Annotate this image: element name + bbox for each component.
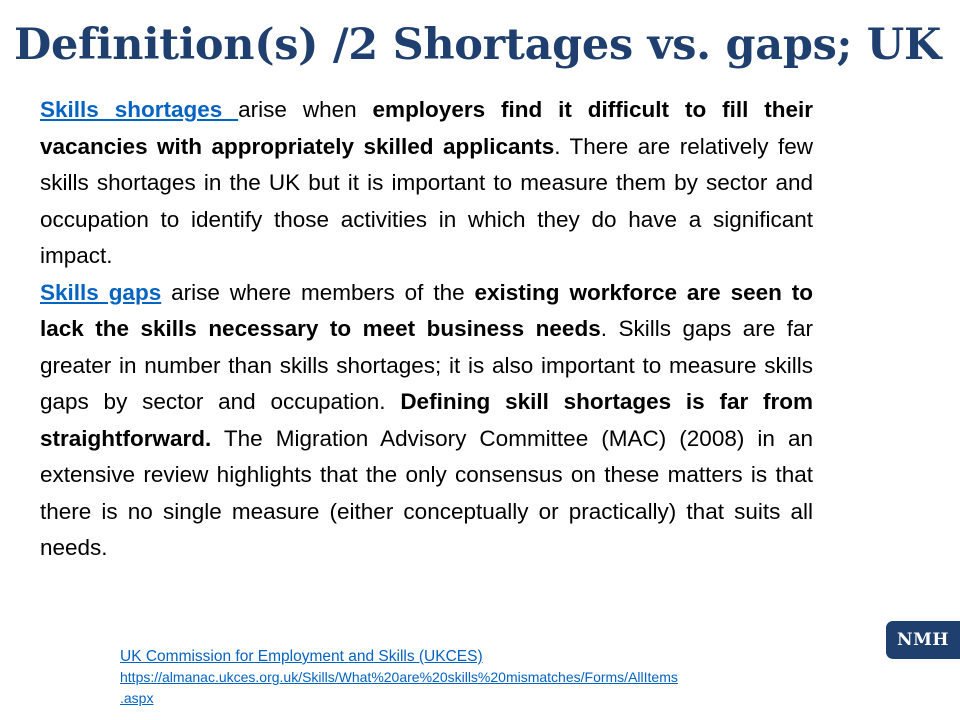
ukces-url-line1: https://almanac.ukces.org.uk/Skills/What%20are%20skills%20mismatches/Forms/AllItems	[120, 669, 678, 685]
paragraph-skills-shortages	[40, 92, 813, 275]
para2-bold-1: existing workforce are seen to lack the skills necessary to meet business needs	[40, 279, 813, 341]
skills-shortages-link[interactable]: Skills shortages	[40, 97, 239, 122]
paragraph-skills-gaps	[40, 275, 813, 567]
para2-bold-2: Defining skill shortages is far from straightforward.	[40, 389, 813, 451]
nmh-logo: NMH	[886, 621, 960, 659]
para2-text-1: arise where members of the	[161, 279, 475, 305]
para2-text-3: The Migration Advisory Committee (MAC) (2008) in an extensive review highlights that the only consensus on these matters is that there is no single measure (either conceptually or practically) that suits all needs.	[40, 425, 813, 560]
body-text	[40, 92, 813, 567]
para1-text-1: arise when	[238, 97, 373, 122]
ukces-url-line2: .aspx	[120, 690, 154, 706]
ukces-link[interactable]: UK Commission for Employment and Skills (UKCES)	[120, 648, 483, 665]
para1-bold-1: employers find it difficult to fill their vacancies with appropriately skilled applicants	[40, 97, 814, 159]
para1-text-2: . There are relatively few skills shortages in the UK but it is important to measure them by sector and occupation to identify those activities in which they do have a significant impact.	[40, 133, 813, 268]
para2-text-2: . Skills gaps are far greater in number than skills shortages; it is also important to measure skills gaps by sector and occupation.	[40, 316, 814, 414]
references	[120, 646, 678, 709]
skills-gaps-link[interactable]: Skills gaps	[40, 279, 162, 305]
ukces-url-link[interactable]	[120, 667, 678, 709]
slide-title: Definition(s) /2 Shortages vs. gaps; UK	[14, 20, 942, 70]
